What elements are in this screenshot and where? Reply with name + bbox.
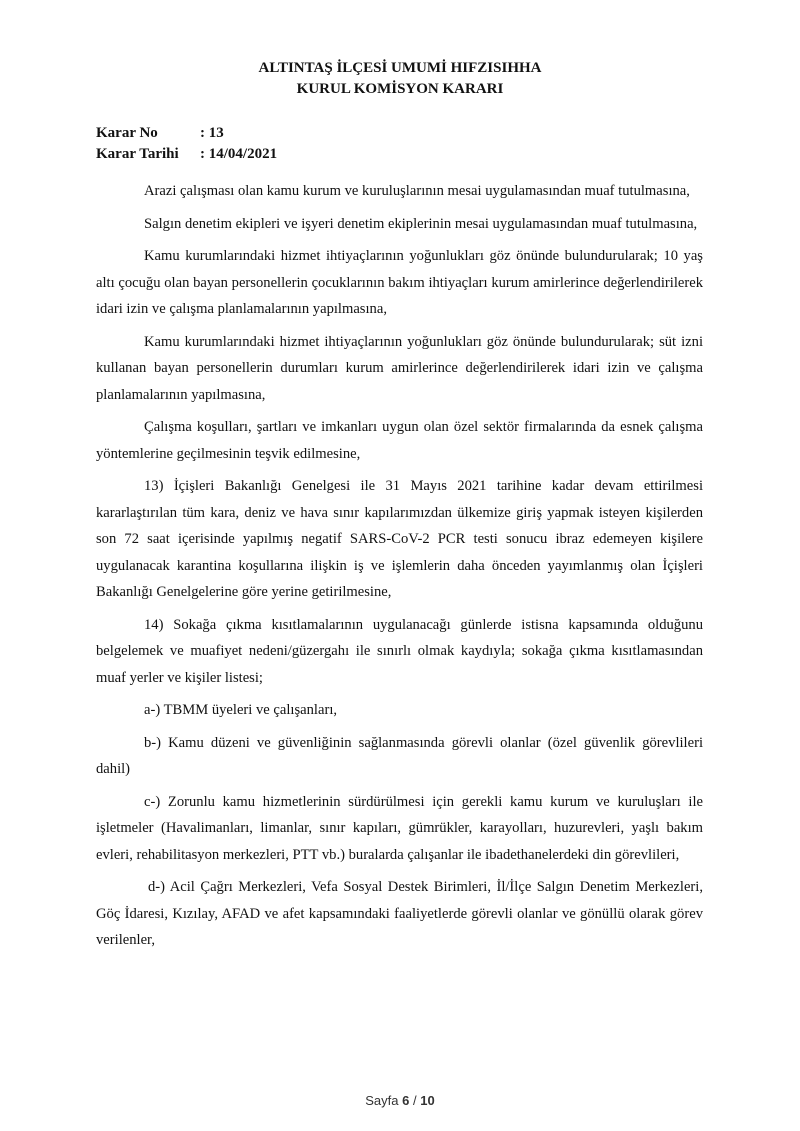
- page-current: 6: [402, 1093, 410, 1108]
- paragraph: Salgın denetim ekipleri ve işyeri denetim ekiplerinin mesai uygulamasından muaf tutulmasına,: [144, 215, 698, 232]
- paragraph: Arazi çalışması olan kamu kurum ve kuruluşlarının mesai uygulamasından muaf tutulmasına,: [144, 183, 690, 199]
- list-item-a: a-) TBMM üyeleri ve çalışanları,: [144, 702, 338, 718]
- document-title-line1: ALTINTAŞ İLÇESİ UMUMİ HIFZISIHHA: [258, 60, 542, 76]
- page-separator: /: [413, 1093, 417, 1108]
- page-footer: [0, 1093, 800, 1108]
- decision-number-row: [96, 123, 224, 144]
- paragraph: Kamu kurumlarındaki hizmet ihtiyaçlarının yoğunlukları göz önünde bulundurularak; süt izni kullanan bayan personellerin durumları kurum amirlerince değerlendirilerek idari izin ve çalışma planlamalarının yapılmasına,: [96, 333, 703, 403]
- document-body: [96, 178, 703, 960]
- decision-number-label: Karar No: [96, 125, 158, 141]
- decision-date-value: : 14/04/2021: [200, 146, 278, 162]
- decision-date-row: [96, 144, 277, 165]
- decision-number-value: : 13: [200, 125, 224, 141]
- decision-date-label: Karar Tarihi: [96, 146, 179, 162]
- paragraph-item-14: 14) Sokağa çıkma kısıtlamalarının uygulanacağı günlerde istisna kapsamında olduğunu belgelemek ve muafiyet nedeni/güzergahı ile sınırlı olmak kaydıyla; sokağa çıkma kısıtlamasından muaf yerler ve kişiler listesi;: [96, 616, 703, 686]
- paragraph-item-13: 13) İçişleri Bakanlığı Genelgesi ile 31 Mayıs 2021 tarihine kadar devam ettirilmesi kararlaştırılan tüm kara, deniz ve hava sınır kapılarımızdan ülkemize giriş yapmak isteyen kişilerden son 72 saat içerisinde yapılmış negatif SARS-CoV-2 PCR testi sonucu ibraz edemeyen kişilere uygulanacak karantina koşullarına ilişkin iş ve işlemlerin daha önceden yayımlanmış olan İçişleri Bakanlığı Genelgelerine göre yerine getirilmesine,: [96, 478, 703, 600]
- document-title-line2: KURUL KOMİSYON KARARI: [296, 81, 504, 97]
- paragraph: Kamu kurumlarındaki hizmet ihtiyaçlarının yoğunlukları göz önünde bulundurularak; 10 yaş altı çocuğu olan bayan personellerin çocuklarının bakım ihtiyaçları kurum amirlerince değerlendirilerek idari izin ve çalışma planlamalarının yapılmasına,: [96, 248, 703, 317]
- page-total: 10: [420, 1093, 435, 1108]
- paragraph: Çalışma koşulları, şartları ve imkanları uygun olan özel sektör firmalarında da esnek çalışma yöntemlerine geçilmesinin teşvik edilmesine,: [96, 419, 703, 462]
- list-item-c: c-) Zorunlu kamu hizmetlerinin sürdürülmesi için gerekli kamu kurum ve kuruluşları ile işletmeler (Havalimanları, limanlar, sınır kapıları, gümrükler, karayolları, huzurevleri, yaşlı bakım evleri, rehabilitasyon merkezleri, PTT vb.) buralarda çalışanlar ile ibadethanelerdeki din görevlileri,: [96, 793, 703, 863]
- list-item-d: d-) Acil Çağrı Merkezleri, Vefa Sosyal Destek Birimleri, İl/İlçe Salgın Denetim Merkezleri, Göç İdaresi, Kızılay, AFAD ve afet kapsamındaki faaliyetlerde görevli olanlar ve gönüllü olarak görev verilenler,: [96, 879, 703, 948]
- page-label: Sayfa: [365, 1093, 399, 1108]
- list-item-b: b-) Kamu düzeni ve güvenliğinin sağlanmasında görevli olanlar (özel güvenlik görevlileri dahil): [96, 734, 703, 777]
